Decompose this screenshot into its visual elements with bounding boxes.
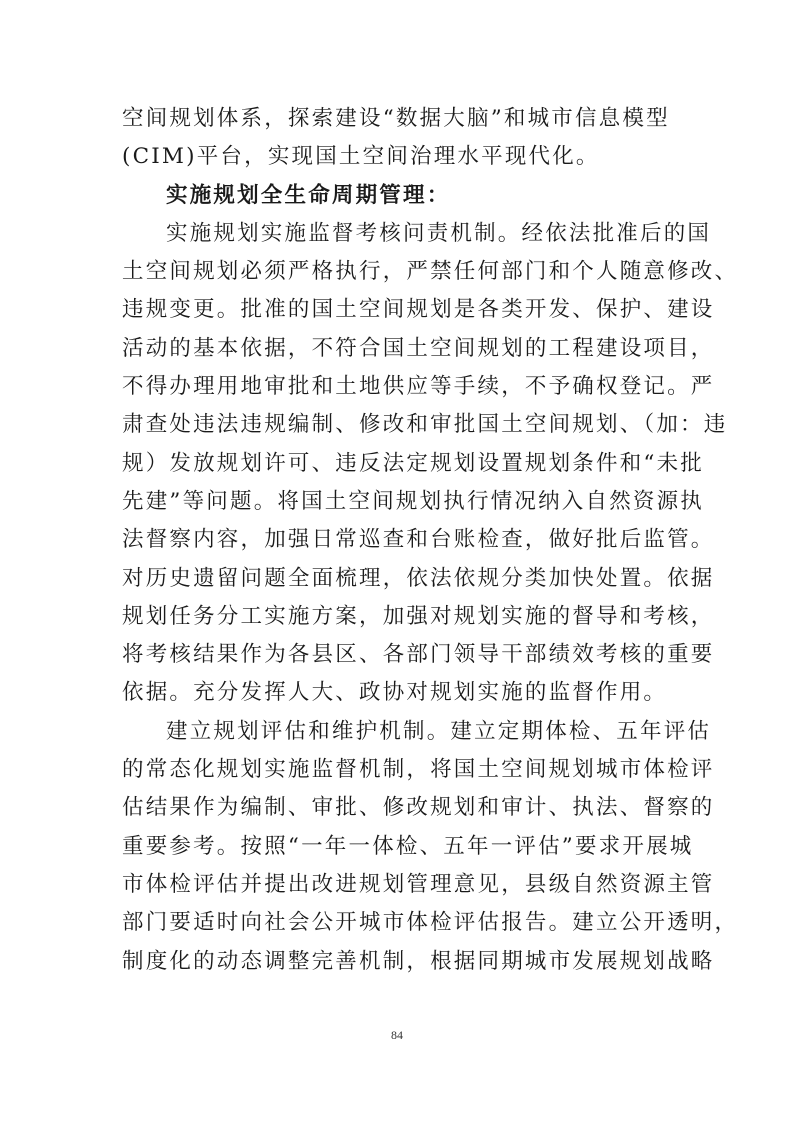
text-line: 实施规划实施监督考核问责机制。经依法批准后的国 (166, 220, 712, 246)
text-line: 规划任务分工实施方案，加强对规划实施的督导和考核， (122, 603, 715, 629)
document-page (122, 100, 739, 981)
page-number: 84 (391, 1028, 403, 1042)
text-line: 不得办理用地审批和土地供应等手续，不予确权登记。严 (122, 374, 715, 400)
paragraph-supervision (122, 215, 739, 713)
text-line: 的常态化规划实施监督机制，将国土空间规划城市体检评 (122, 757, 715, 783)
text-line: 建立规划评估和维护机制。建立定期体检、五年评估 (166, 718, 712, 744)
paragraph-evaluation (122, 713, 739, 981)
text-line: 市体检评估并提出改进规划管理意见，县级自然资源主管 (122, 871, 715, 897)
text-line: 违规变更。批准的国土空间规划是各类开发、保护、建设 (122, 297, 715, 323)
text-line: 空间规划体系，探索建设“数据大脑”和城市信息模型 (122, 106, 670, 131)
text-line: 肃查处违法违规编制、修改和审批国土空间规划、（加：违 (122, 412, 728, 438)
text-line: 依据。充分发挥人大、政协对规划实施的监督作用。 (122, 680, 668, 706)
text-line: 部门要适时向社会公开城市体检评估报告。建立公开透明， (122, 910, 739, 936)
text-line: 规）发放规划许可、违反法定规划设置规划条件和“未批 (122, 450, 704, 476)
text-line: 法督察内容，加强日常巡查和台账检查，做好批后监管。 (122, 527, 715, 553)
text-line: 将考核结果作为各县区、各部门领导干部绩效考核的重要 (122, 642, 715, 668)
text-line: (CIM)平台，实现国土空间治理水平现代化。 (122, 144, 600, 170)
section-heading (122, 177, 682, 215)
text-line: 活动的基本依据，不符合国土空间规划的工程建设项目， (122, 335, 715, 361)
text-line: 估结果作为编制、审批、修改规划和审计、执法、督察的 (122, 795, 715, 821)
heading-line: 实施规划全生命周期管理： (166, 182, 451, 208)
text-line: 制度化的动态调整完善机制，根据同期城市发展规划战略 (122, 948, 715, 974)
text-line: 土空间规划必须严格执行，严禁任何部门和个人随意修改、 (122, 259, 739, 285)
text-line: 对历史遗留问题全面梳理，依法依规分类加快处置。依据 (122, 565, 715, 591)
text-line: 重要参考。按照“一年一体检、五年一评估”要求开展城 (122, 833, 694, 859)
paragraph-continuation (122, 100, 682, 177)
text-line: 先建”等问题。将国土空间规划执行情况纳入自然资源执 (122, 488, 704, 514)
